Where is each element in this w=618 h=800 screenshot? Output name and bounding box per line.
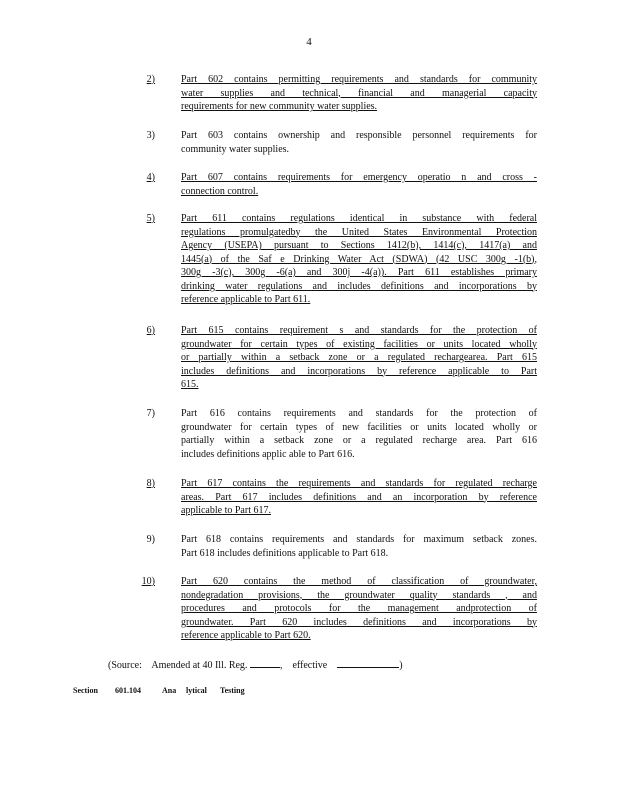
text-line-content: community water supplies. xyxy=(181,143,290,155)
text-line-content: Part 607 contains requirements for emergency operatio n and cross - xyxy=(181,172,537,183)
text-line-content: 1445(a) of the Saf e Drinking Water Act (SDWA) (42 USC 300g -1(b), xyxy=(181,253,537,265)
item-number: 2) xyxy=(146,74,155,85)
text-line xyxy=(181,547,537,561)
text-line xyxy=(181,491,537,505)
text-line-content: Part 611 contains regulations identical in substance with federal xyxy=(181,213,537,224)
register-blank xyxy=(250,657,280,668)
text-line xyxy=(181,616,537,630)
text-line-content: Part 620 contains the method of classification of groundwater, xyxy=(181,576,537,587)
text-line xyxy=(181,378,537,392)
source-close: ) xyxy=(399,660,403,671)
text-line-content: connection control. xyxy=(181,185,259,197)
text-line xyxy=(181,171,537,185)
text-line-content: includes definitions applic able to Part 616. xyxy=(181,448,355,460)
text-line-content: groundwater. Part 620 includes definitions and incorporations by xyxy=(181,616,537,628)
text-line xyxy=(181,477,537,491)
text-line-content: regulations promulgatedby the United States Environmental Protection xyxy=(181,226,537,238)
source-amended: Amended at 40 Ill. Reg. xyxy=(151,660,248,671)
item-text xyxy=(181,212,537,307)
text-line xyxy=(181,602,537,616)
item-text xyxy=(181,477,537,518)
text-line-content: Agency (USEPA) pursuant to Sections 1412(b), 1414(c), 1417(a) and xyxy=(181,240,537,251)
item-number: 6) xyxy=(146,325,155,336)
text-line-content: Part 615 contains requirement s and standards for the protection of xyxy=(181,325,537,336)
item-text xyxy=(181,575,537,643)
item-text xyxy=(181,324,537,392)
text-line-content: groundwater for certain types of new facilities or units located wholly or xyxy=(181,421,537,433)
text-line-content: applicable to Part 617. xyxy=(181,505,271,516)
text-line-content: nondegradation provisions, the groundwater quality standards , and xyxy=(181,589,537,601)
text-line-content: Part 602 contains permitting requirements and standards for community xyxy=(181,74,537,85)
text-line-content: Part 618 includes definitions applicable to Part 618. xyxy=(181,547,389,559)
section-number: 601.104 xyxy=(115,686,141,695)
source-open: (Source: xyxy=(108,660,142,671)
text-line xyxy=(181,226,537,240)
text-line xyxy=(181,185,537,199)
item-number: 4) xyxy=(146,172,155,183)
text-line xyxy=(181,87,537,101)
text-line xyxy=(181,338,537,352)
text-line xyxy=(181,407,537,421)
source-effective: effective xyxy=(292,660,328,671)
text-line xyxy=(181,239,537,253)
section-title-part1: Ana xyxy=(162,686,177,695)
text-line-content: or partially within a setback zone or a regulated rechargearea. Part 615 xyxy=(181,352,537,363)
text-line xyxy=(181,266,537,280)
effective-date-blank xyxy=(337,657,399,668)
text-line-content: water supplies and technical, financial and managerial capacity xyxy=(181,87,537,99)
text-line xyxy=(181,73,537,87)
text-line xyxy=(181,421,537,435)
item-number: 9) xyxy=(146,534,155,545)
text-line-content: reference applicable to Part 620. xyxy=(181,630,311,641)
text-line-content: drinking water regulations and includes definitions and incorporations by xyxy=(181,280,537,292)
text-line xyxy=(181,253,537,267)
text-line xyxy=(181,280,537,294)
text-line xyxy=(181,575,537,589)
text-line xyxy=(181,533,537,547)
text-line xyxy=(181,504,537,518)
text-line xyxy=(181,143,537,157)
page-number: 4 xyxy=(306,36,312,48)
item-number: 8) xyxy=(146,478,155,489)
item-number: 7) xyxy=(146,408,155,419)
text-line xyxy=(181,129,537,143)
text-line-content: Part 617 contains the requirements and standards for regulated recharge xyxy=(181,478,537,489)
item-number: 10) xyxy=(141,576,155,587)
text-line-content: includes definitions and incorporations by reference applicable to Part xyxy=(181,365,537,377)
item-text xyxy=(181,171,537,198)
section-title-part2: lytical xyxy=(186,686,207,695)
section-label: Section xyxy=(73,686,98,695)
text-line xyxy=(181,324,537,338)
source-note: (Source: Amended at 40 Ill. Reg. , effective ) xyxy=(108,657,438,673)
item-text xyxy=(181,129,537,156)
text-line-content: Part 603 contains ownership and responsible personnel requirements for xyxy=(181,130,537,141)
item-text xyxy=(181,407,537,461)
text-line-content: 615. xyxy=(181,379,199,390)
text-line-content: reference applicable to Part 611. xyxy=(181,294,311,305)
text-line-content: Part 618 contains requirements and standards for maximum setback zones. xyxy=(181,534,537,545)
text-line-content: Part 616 contains requirements and standards for the protection of xyxy=(181,408,537,419)
text-line-content: partially within a setback zone or a regulated recharge area. Part 616 xyxy=(181,435,537,446)
text-line xyxy=(181,293,537,307)
text-line-content: groundwater for certain types of existing facilities or units located wholly xyxy=(181,338,537,350)
text-line xyxy=(181,100,537,114)
section-title-part3: Testing xyxy=(220,686,245,695)
text-line xyxy=(181,448,537,462)
item-number: 5) xyxy=(146,213,155,224)
section-heading xyxy=(73,686,245,695)
text-line xyxy=(181,589,537,603)
text-line-content: areas. Part 617 includes definitions and an incorporation by reference xyxy=(181,491,537,503)
text-line-content: 300g -3(c), 300g -6(a) and 300j -4(a)). Part 611 establishes primary xyxy=(181,267,537,278)
item-text xyxy=(181,533,537,560)
text-line-content: requirements for new community water supplies. xyxy=(181,101,378,112)
text-line xyxy=(181,351,537,365)
text-line-content: procedures and protocols for the management andprotection of xyxy=(181,603,537,614)
text-line xyxy=(181,212,537,226)
item-text xyxy=(181,73,537,114)
text-line xyxy=(181,629,537,643)
item-number: 3) xyxy=(146,130,155,141)
text-line xyxy=(181,434,537,448)
text-line xyxy=(181,365,537,379)
